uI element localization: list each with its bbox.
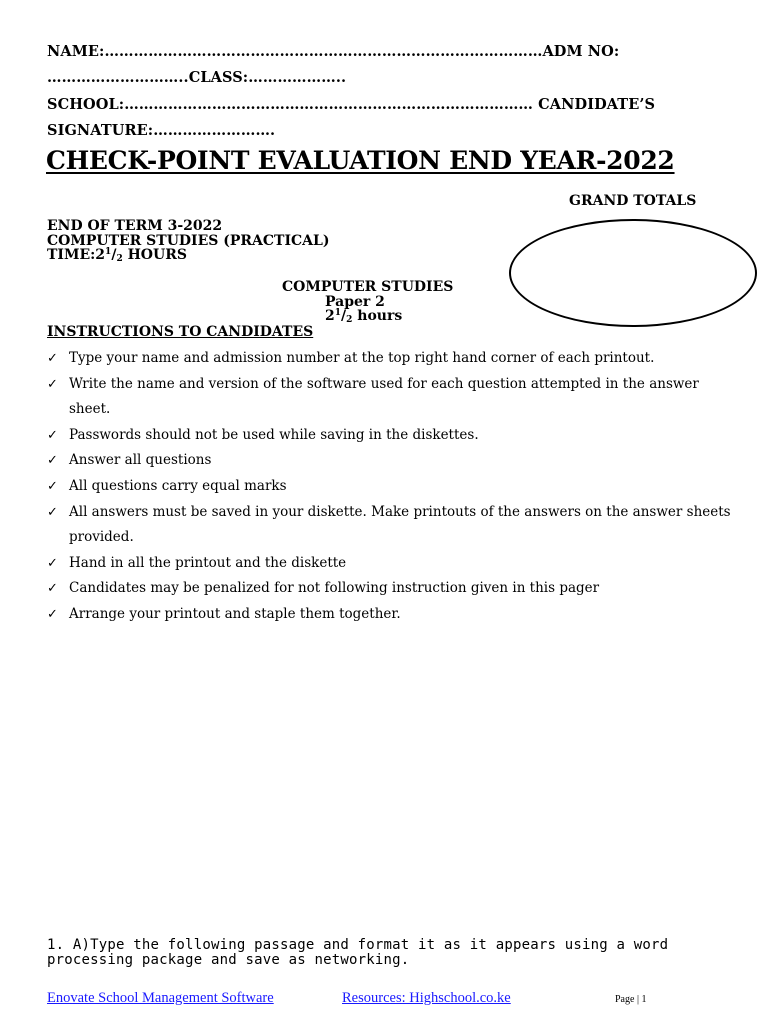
instruction-text: Candidates may be penalized for not following instruction given in this pager — [69, 580, 600, 597]
check-icon: ✓ — [47, 351, 58, 366]
instruction-item — [47, 448, 737, 474]
paper-subject-heading: COMPUTER STUDIES — [282, 279, 454, 295]
instruction-text: Hand in all the printout and the diskette — [69, 554, 347, 571]
instruction-text: Type your name and admission number at the top right hand corner of each printout. — [69, 350, 655, 366]
check-icon: ✓ — [47, 478, 58, 494]
school-field-line: SCHOOL:………………………………………………………………………… CANDIDATE’S — [47, 96, 656, 113]
time-prefix: TIME:2 — [47, 247, 106, 263]
check-icon: ✓ — [47, 504, 58, 520]
page-title: CHECK-POINT EVALUATION END YEAR-2022 — [46, 146, 675, 175]
check-icon: ✓ — [47, 581, 58, 597]
instructions-list — [47, 346, 737, 628]
instruction-text: Write the name and version of the software used for each question attempted in the answer sheet. — [69, 375, 699, 418]
instruction-item — [47, 474, 737, 500]
instruction-item — [47, 551, 737, 577]
signature-field-line: SIGNATURE:……………………. — [47, 122, 276, 139]
footer-software-link[interactable]: Enovate School Management Software — [47, 990, 274, 1006]
instruction-item — [47, 576, 737, 602]
footer-resources-link[interactable]: Resources: Highschool.co.ke — [342, 990, 511, 1006]
term-label: END OF TERM 3-2022 — [47, 218, 223, 234]
instruction-item — [47, 372, 737, 423]
instruction-text: Passwords should not be used while saving in the diskettes. — [69, 426, 479, 443]
check-icon: ✓ — [47, 555, 58, 571]
page-number: Page | 1 — [615, 994, 647, 1005]
instruction-item — [47, 423, 737, 449]
instruction-text: All answers must be saved in your diskette. Make printouts of the answers on the answer sheets provided. — [69, 503, 731, 546]
time-fraction-denominator: 2 — [116, 254, 123, 264]
instruction-text: Answer all questions — [69, 452, 212, 469]
grand-totals-label: GRAND TOTALS — [569, 193, 697, 209]
paper-duration: $2^1/_2$ hours — [325, 308, 403, 325]
time-label: $TIME:2^1/_2$ HOURS — [47, 247, 187, 264]
subject-label: COMPUTER STUDIES (PRACTICAL) — [47, 233, 330, 249]
instruction-item — [47, 500, 737, 551]
instruction-text: All questions carry equal marks — [69, 477, 287, 494]
instructions-heading: INSTRUCTIONS TO CANDIDATES — [47, 324, 314, 340]
check-icon: ✓ — [47, 376, 58, 392]
hours-fraction-denominator: 2 — [346, 315, 353, 325]
hours-suffix: hours — [352, 308, 403, 324]
grand-totals-ellipse — [509, 219, 757, 327]
hours-prefix: 2 — [325, 308, 335, 324]
class-field-line: ………………………..CLASS:……………….. — [47, 69, 347, 86]
instruction-item — [47, 346, 737, 372]
check-icon: ✓ — [47, 606, 58, 622]
time-suffix: HOURS — [122, 247, 187, 263]
instruction-item — [47, 602, 737, 628]
instruction-text: Arrange your printout and staple them together. — [69, 605, 401, 622]
paper-number: Paper 2 — [325, 294, 385, 310]
check-icon: ✓ — [47, 453, 58, 469]
check-icon: ✓ — [47, 427, 58, 443]
hours-fraction-numerator: 1 — [334, 308, 342, 318]
time-fraction-numerator: 1 — [105, 247, 112, 257]
question-1-text: 1. A)Type the following passage and format it as it appears using a word processing package and save as networking. — [47, 937, 669, 968]
name-field-line: NAME:………………………………………………………………………………ADM NO: — [47, 43, 620, 60]
